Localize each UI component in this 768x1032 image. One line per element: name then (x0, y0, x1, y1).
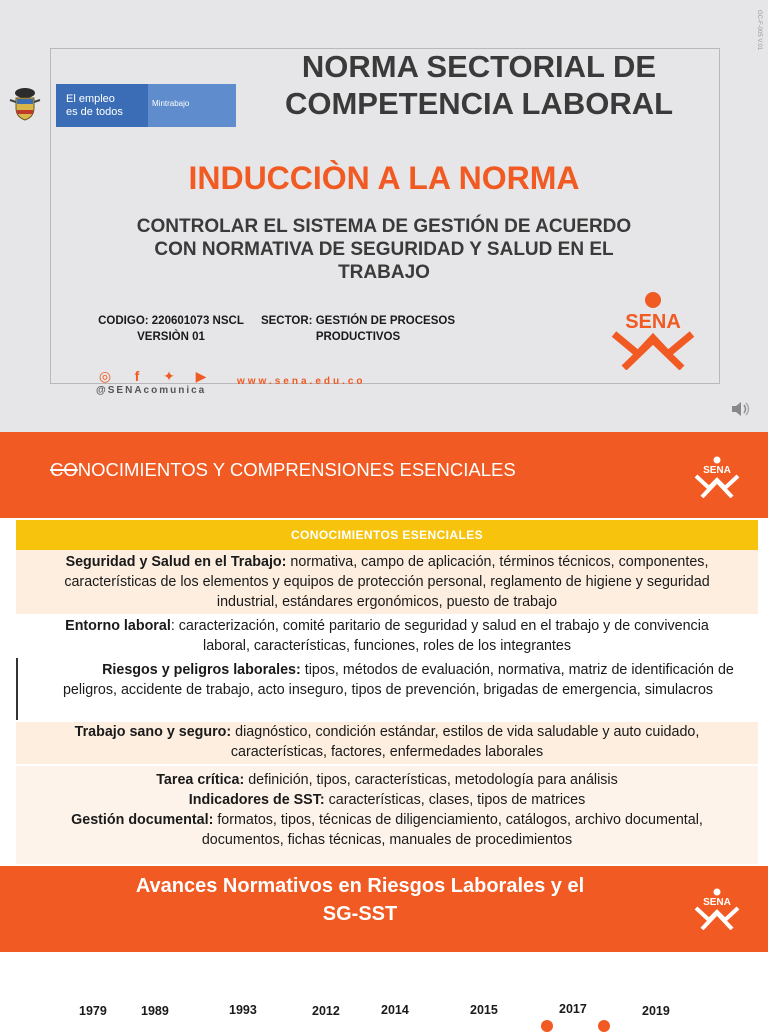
row-text: definición, tipos, características, metodología para análisis (248, 772, 618, 788)
facebook-icon[interactable]: f (134, 368, 140, 384)
cover-subtitle: INDUCCIÒN A LA NORMA (188, 160, 580, 196)
mintrabajo-logo-slogan (56, 84, 148, 127)
norm-sector (258, 313, 458, 345)
sena-logo-text: SENA (703, 897, 731, 908)
timeline-year: 2015 (470, 1003, 498, 1017)
slide-cover (0, 0, 768, 432)
cover-description (100, 215, 668, 284)
website-link[interactable]: www.sena.edu.co (237, 376, 366, 387)
table-row: Trabajo sano y seguro: diagnóstico, condición estándar, estilos de vida saludable y auto cuidado, características, factores, enfermedades laborales (16, 722, 758, 764)
row-label: Gestión documental (71, 812, 209, 828)
slide-knowledge (0, 432, 768, 864)
desc-line2: CON NORMATIVA DE SEGURIDAD Y SALUD EN EL (154, 239, 614, 260)
colombia-coat-of-arms-icon (8, 86, 42, 122)
speaker-icon[interactable] (730, 400, 750, 418)
table-row: Tarea crítica: definición, tipos, características, metodología para análisis Indicadores de SST: características, clases, tipos de matrices Gestión documental: formatos, tipos, técnicas de diligenciamiento, catálogos, archivo documental, documentos, fichas técnicas, manuales de procedimientos (16, 766, 758, 864)
timeline-year: 1993 (229, 1003, 257, 1017)
table-row: Seguridad y Salud en el Trabajo: normativa, campo de aplicación, términos técnicos, componentes, características de los elementos y equipos de protección personal, reglamento de higiene y seguridad industrial, estándares ergonómicos, puesto de trabajo (16, 550, 758, 614)
cover-title (240, 48, 718, 122)
youtube-icon[interactable]: ▶ (195, 367, 207, 384)
cover-title-line2: COMPETENCIA LABORAL (284, 86, 674, 121)
row-text: tipos, métodos de evaluación, normativa, matriz de identificación de (304, 662, 734, 678)
timeline-marker (598, 1020, 610, 1032)
row-text: peligros, accidente de trabajo, acto inseguro, tipos de prevención, brigadas de emergencia, simulacros (62, 682, 714, 698)
row-text: caracterización, comité paritario de seguridad y salud en el trabajo y de convivencia (178, 618, 709, 634)
timeline-header-title (92, 872, 628, 928)
row-text: normativa, campo de aplicación, términos técnicos, componentes, (290, 554, 709, 570)
side-doc-code: GC-F-005 V.01 (756, 10, 762, 51)
row-label: Indicadores de SST (188, 792, 320, 808)
row-label: Tarea crítica (156, 772, 240, 788)
social-handle: @SENAcomunica (96, 385, 207, 396)
slide-timeline (0, 864, 768, 1024)
row-text: características, factores, enfermedades laborales (230, 744, 544, 760)
cover-title-line1: NORMA SECTORIAL DE (301, 49, 657, 84)
row-text: características de los elementos y equipos de protección personal, reglamento de higiene y seguridad (64, 574, 710, 590)
social-icons (96, 368, 210, 384)
timeline-title-line1: Avances Normativos en Riesgos Laborales y el (135, 875, 585, 897)
table-header: CONOCIMIENTOS ESENCIALES (16, 520, 758, 550)
timeline-year: 2017 (559, 1002, 587, 1016)
table-row: Riesgos y peligros laborales: tipos, métodos de evaluación, normativa, matriz de identificación de peligros, accidente de trabajo, acto inseguro, tipos de prevención, brigadas de emergencia, simulacros (16, 658, 758, 720)
row-text: industrial, estándares ergonómicos, puesto de trabajo (216, 594, 558, 610)
sena-logo-text: SENA (703, 465, 731, 476)
row-text: diagnóstico, condición estándar, estilos de vida saludable y auto cuidado, (235, 724, 700, 740)
timeline-marker (541, 1020, 553, 1032)
timeline-year: 2012 (312, 1004, 340, 1018)
sector-line1: SECTOR: GESTIÓN DE PROCESOS (260, 315, 456, 327)
row-label: Entorno laboral (65, 618, 171, 634)
sena-logo (604, 290, 702, 370)
row-text: documentos, fichas técnicas, manuales de procedimientos (201, 832, 573, 848)
table-row: Entorno laboral: caracterización, comité paritario de seguridad y salud en el trabajo y de convivencia laboral, características, funciones, roles de los integrantes (16, 616, 758, 656)
norm-code (86, 313, 256, 345)
sena-logo-text: SENA (625, 311, 681, 333)
sena-logo (692, 888, 742, 930)
logo-line2: es de todos (66, 106, 123, 118)
version-line: VERSIÒN 01 (137, 331, 205, 343)
header-strike-text: CO (50, 459, 78, 480)
desc-line1: CONTROLAR EL SISTEMA DE GESTIÓN DE ACUERDO (136, 216, 632, 237)
row-label: Riesgos y peligros laborales (102, 662, 296, 678)
row-text: características, clases, tipos de matrices (328, 792, 586, 808)
sena-logo (692, 456, 742, 498)
logo-line1: El empleo (66, 93, 115, 105)
row-label: Seguridad y Salud en el Trabajo (65, 554, 282, 570)
code-line: CODIGO: 220601073 NSCL (98, 315, 244, 327)
timeline-year: 1979 (79, 1004, 107, 1018)
twitter-icon[interactable]: ✦ (163, 367, 175, 384)
timeline-title-line2: SG-SST (322, 903, 398, 925)
timeline-year: 1989 (141, 1004, 169, 1018)
timeline-year: 2019 (642, 1004, 670, 1018)
header-rest-text: NOCIMIENTOS Y COMPRENSIONES ESENCIALES (77, 459, 516, 480)
mintrabajo-logo (56, 84, 236, 127)
row-label: Trabajo sano y seguro (74, 724, 227, 740)
mintrabajo-logo-name: Mintrabajo (148, 84, 236, 127)
sector-line2: PRODUCTIVOS (315, 331, 401, 343)
row-text: laboral, características, funciones, roles de los integrantes (203, 638, 571, 654)
knowledge-header-title (50, 459, 516, 481)
row-text: formatos, tipos, técnicas de diligenciamiento, catálogos, archivo documental, (217, 812, 703, 828)
knowledge-table (16, 520, 758, 863)
desc-line3: TRABAJO (338, 262, 430, 283)
instagram-icon[interactable]: ◎ (98, 367, 112, 384)
timeline-year: 2014 (381, 1003, 409, 1017)
